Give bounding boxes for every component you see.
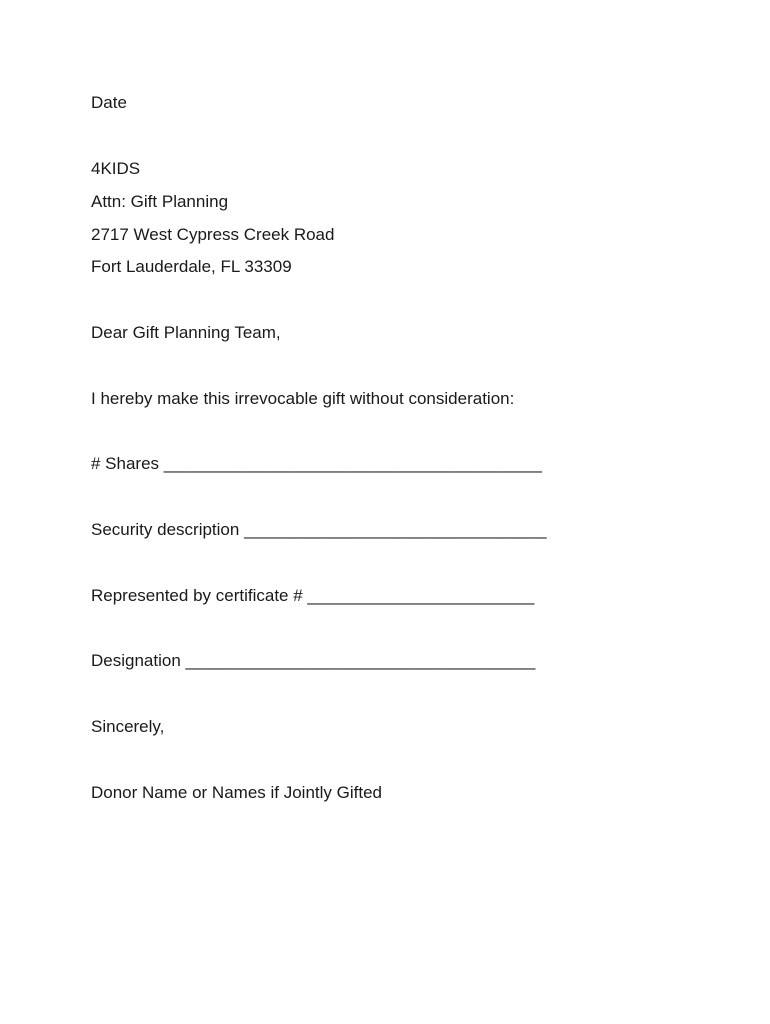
designation-label: Designation [91,651,181,670]
salutation: Dear Gift Planning Team, [91,323,281,342]
recipient-street: 2717 West Cypress Creek Road [91,225,335,244]
signature-line: Donor Name or Names if Jointly Gifted [91,783,382,802]
security-description-field [91,520,547,540]
shares-blank: ________________________________________ [163,454,542,473]
intro-statement: I hereby make this irrevocable gift without consideration: [91,389,515,408]
recipient-city-state-zip: Fort Lauderdale, FL 33309 [91,257,292,276]
security-description-blank: ________________________________ [244,520,547,539]
shares-field [91,454,542,474]
designation-field [91,651,535,671]
security-description-label: Security description [91,520,240,539]
shares-label: # Shares [91,454,160,473]
certificate-blank: ________________________ [307,586,535,605]
recipient-attention: Attn: Gift Planning [91,192,229,211]
closing: Sincerely, [91,717,165,736]
certificate-field [91,586,534,606]
date-label: Date [91,93,127,112]
designation-blank: _____________________________________ [185,651,536,670]
recipient-organization: 4KIDS [91,159,141,178]
certificate-label: Represented by certificate # [91,586,303,605]
